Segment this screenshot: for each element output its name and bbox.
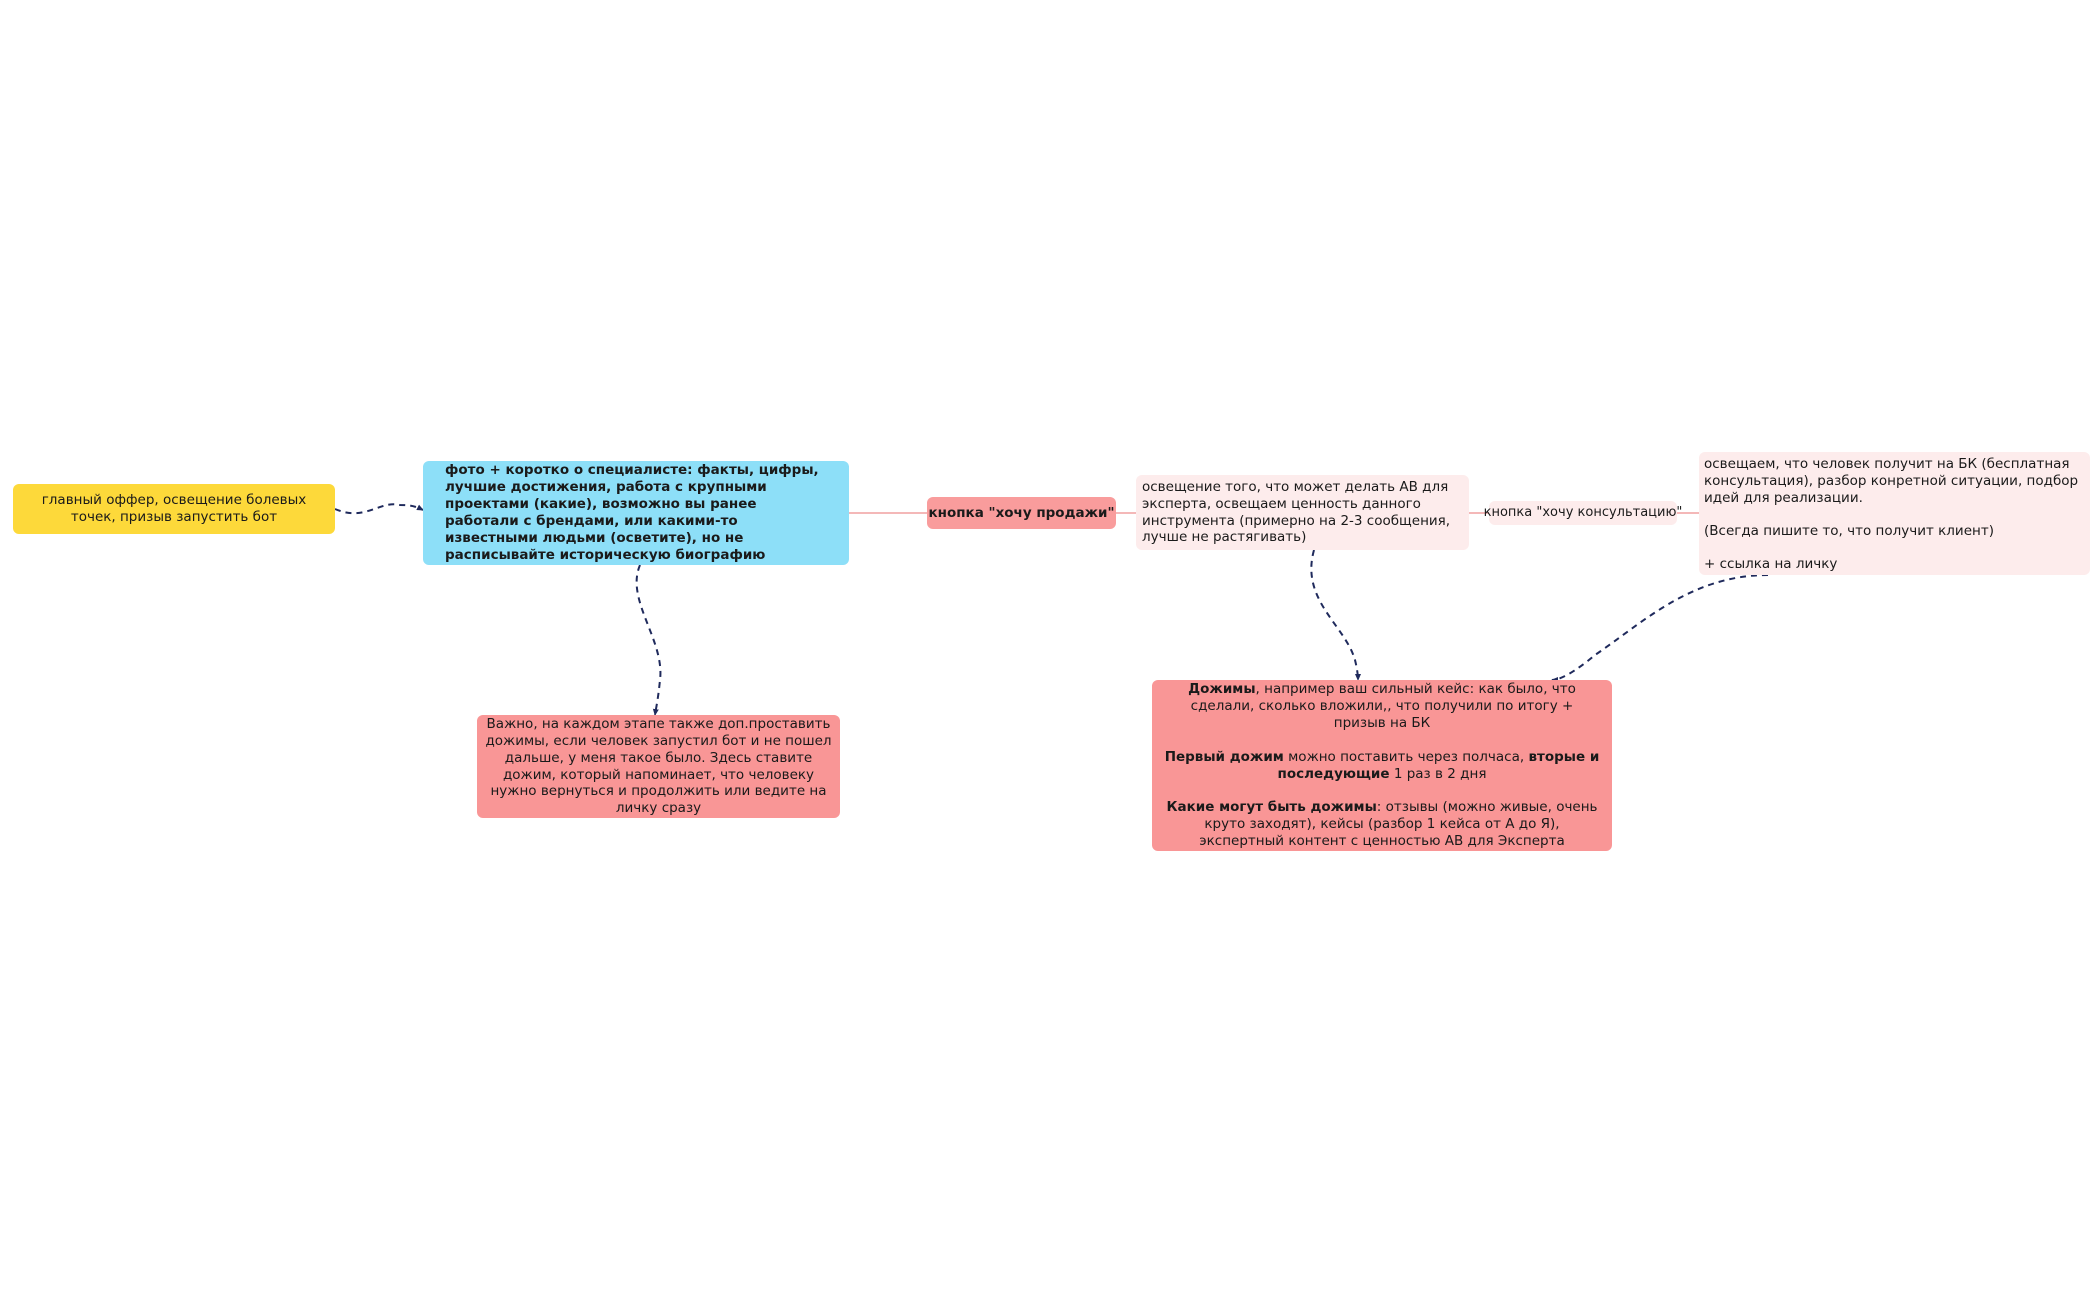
dozhim-p2-bold-1: Первый дожим <box>1164 748 1284 765</box>
important-note-node[interactable] <box>477 715 840 818</box>
offer-node[interactable] <box>13 484 335 534</box>
important-note-text: Важно, на каждом этапе также доп.проставить дожимы, если человек запустил бот и не пошел дальше, у меня такое было. Здесь ставите дожим, который напоминает, что человеку нужно вернуться и продолжить или ведите на личку сразу <box>485 715 832 817</box>
dozhim-p2-mid: можно поставить через полчаса, <box>1283 748 1529 765</box>
expert-value-node-text: освещение того, что может делать АВ для эксперта, освещаем ценность данного инструмента (примерно на 2-3 сообщения, лучше не растягивать) <box>1142 478 1451 546</box>
button-sales-node-text: кнопка "хочу продажи" <box>928 504 1115 521</box>
dozhim-paragraph-1 <box>1164 681 1600 732</box>
dozhim-p2-rest: 1 раз в 2 дня <box>1389 765 1487 782</box>
dozhim-node[interactable] <box>1152 680 1612 851</box>
dozhim-p2-bold-2: вторые и последующие <box>1277 748 1600 782</box>
dozhim-p3-bold: Какие могут быть дожимы <box>1166 799 1377 816</box>
button-consult-node[interactable] <box>1483 501 1683 525</box>
link-photo-to-important <box>637 565 661 715</box>
link-offer-to-photo <box>335 504 423 513</box>
specialist-node-text: фото + коротко о специалисте: факты, цифры, лучшие достижения, работа с крупными проектами (какие), возможно вы ранее работали с брендами, или какими-то известными людьми (осветите), но не расписывайте историческую биографию <box>445 462 819 563</box>
specialist-node[interactable] <box>423 461 849 565</box>
button-consult-node-text: кнопка "хочу консультацию" <box>1483 504 1683 520</box>
dozhim-paragraph-2 <box>1164 749 1600 783</box>
dozhim-p1-rest: , например ваш сильный кейс: как было, что сделали, сколько вложили,, что получили по итогу + призыв на БК <box>1190 681 1576 731</box>
dozhim-p1-bold: Дожимы <box>1188 681 1256 697</box>
consult-info-node[interactable] <box>1699 452 2090 575</box>
link-expert-to-dozhim <box>1311 550 1358 680</box>
expert-value-node[interactable] <box>1136 475 1469 550</box>
link-consult-to-dozhim <box>1552 575 1768 680</box>
dozhim-p3-rest: : отзывы (можно живые, очень круто заходят), кейсы (разбор 1 кейса от А до Я), экспертный контент с ценностью АВ для Эксперта <box>1199 799 1598 850</box>
offer-node-text: главный оффер, освещение болевых точек, призыв запустить бот <box>41 492 307 525</box>
consult-info-line-3: + ссылка на личку <box>1704 555 1838 572</box>
consult-info-line-1: освещаем, что человек получит на БК (бесплатная консультация), разбор конретной ситуации, подбор идей для реализации. <box>1704 456 2079 506</box>
consult-info-line-2: (Всегда пишите то, что получит клиент) <box>1704 522 1994 539</box>
dozhim-paragraph-3 <box>1164 799 1600 850</box>
button-sales-node[interactable] <box>927 497 1116 529</box>
